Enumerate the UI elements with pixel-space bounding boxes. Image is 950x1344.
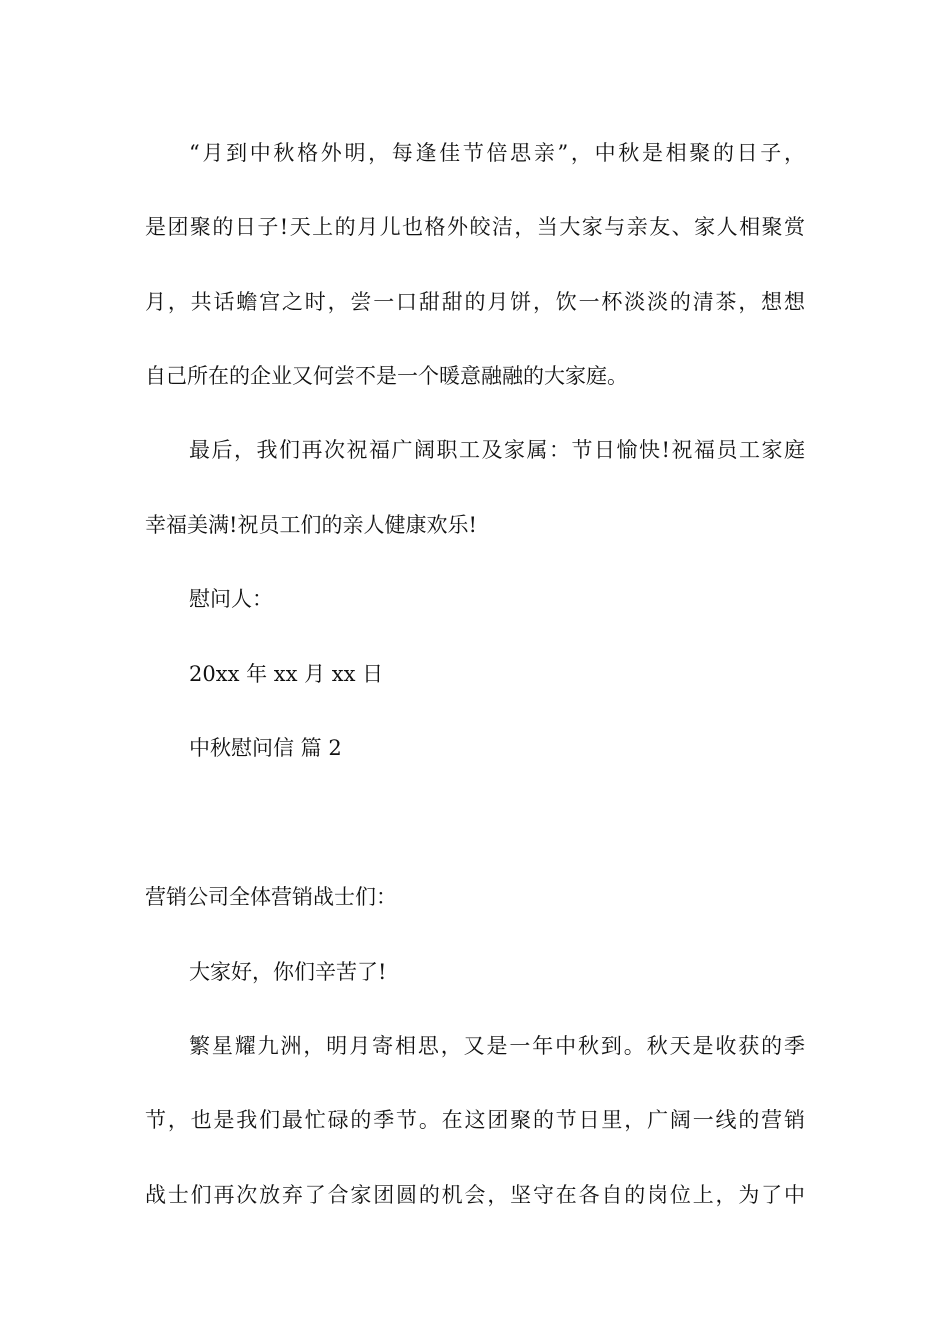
paragraph-2-line-2: 幸福美满!祝员工们的亲人健康欢乐! — [145, 513, 477, 537]
date-line: 20xx 年 xx 月 xx 日 — [189, 662, 384, 686]
paragraph-1-line-1: “月到中秋格外明，每逢佳节倍思亲”，中秋是相聚的日子， — [189, 141, 805, 165]
paragraph-3-line-1: 繁星耀九洲，明月寄相思，又是一年中秋到。秋天是收获的季 — [189, 1034, 805, 1058]
paragraph-3-line-2: 节，也是我们最忙碌的季节。在这团聚的节日里，广阔一线的营销 — [145, 1108, 805, 1132]
paragraph-1-line-2: 是团聚的日子!天上的月儿也格外皎洁，当大家与亲友、家人相聚赏 — [145, 215, 805, 239]
signature-label: 慰问人： — [189, 587, 273, 611]
section-title: 中秋慰问信 篇 2 — [189, 736, 342, 760]
paragraph-2-line-1: 最后，我们再次祝福广阔职工及家属：节日愉快!祝福员工家庭 — [189, 438, 805, 462]
paragraph-1-line-4: 自己所在的企业又何尝不是一个暖意融融的大家庭。 — [145, 364, 628, 388]
salutation: 营销公司全体营销战士们： — [145, 885, 397, 909]
paragraph-3-line-3: 战士们再次放弃了合家团圆的机会，坚守在各自的岗位上，为了中 — [145, 1183, 805, 1207]
greeting: 大家好，你们辛苦了! — [189, 960, 387, 984]
paragraph-1-line-3: 月，共话蟾宫之时，尝一口甜甜的月饼，饮一杯淡淡的清茶，想想 — [145, 290, 805, 314]
